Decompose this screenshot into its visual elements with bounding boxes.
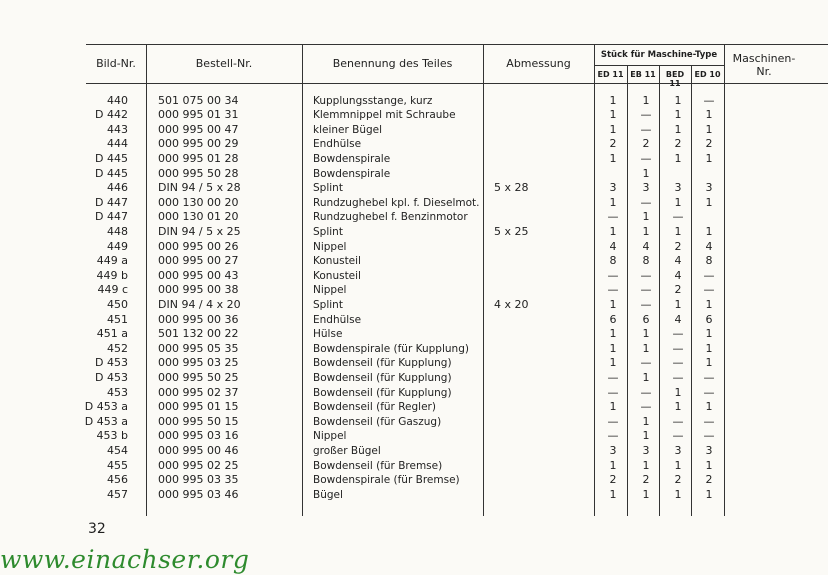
quantity-cell: — (703, 268, 715, 282)
table-row (0, 342, 828, 357)
benennung-cell: Klemmnippel mit Schraube (313, 109, 456, 122)
benennung-cell: Endhülse (313, 138, 362, 151)
table-row (0, 488, 828, 503)
benennung-cell: Rundzughebel f. Benzinmotor (313, 211, 468, 224)
bestell-nr-cell: 000 130 00 20 (158, 195, 239, 209)
header-type-ed11: ED 11 (597, 70, 624, 79)
benennung-cell: Bowdenspirale (313, 167, 391, 180)
quantity-cell: 3 (674, 443, 682, 457)
quantity-cell: 8 (705, 254, 713, 268)
bild-nr-cell: 448 (107, 224, 128, 238)
benennung-cell: Bowdenseil (für Gaszug) (313, 415, 442, 428)
bild-nr-cell: 457 (107, 487, 128, 501)
bild-nr-cell: 452 (107, 341, 128, 355)
quantity-cell: — (640, 283, 652, 297)
bild-nr-cell: D 453 a (84, 414, 128, 428)
header-bestell-nr: Bestell-Nr. (195, 57, 253, 70)
bestell-nr-cell: 000 995 00 36 (158, 312, 239, 326)
quantity-cell: 3 (642, 181, 650, 195)
quantity-cell: 1 (642, 327, 650, 341)
watermark-text: www.einachser.org (0, 545, 250, 574)
table-row (0, 283, 828, 298)
quantity-cell: 3 (674, 181, 682, 195)
header-bild-nr: Bild-Nr. (96, 57, 136, 70)
bestell-nr-cell: DIN 94 / 4 x 20 (158, 297, 241, 311)
bild-nr-cell: 454 (107, 443, 128, 457)
quantity-cell: — (640, 268, 652, 282)
header-type-bed11: BED 11 (665, 70, 685, 88)
quantity-cell: — (607, 414, 619, 428)
quantity-cell: 8 (642, 254, 650, 268)
quantity-cell: 1 (674, 195, 682, 209)
benennung-cell: Nippel (313, 240, 347, 253)
header-type-eb11: EB 11 (630, 70, 656, 79)
quantity-cell: 1 (705, 327, 713, 341)
table-row (0, 400, 828, 415)
bild-nr-cell: D 453 a (84, 400, 128, 414)
bild-nr-cell: 444 (107, 137, 128, 151)
table-row (0, 429, 828, 444)
bild-nr-cell: 456 (107, 473, 128, 487)
quantity-cell: — (672, 414, 684, 428)
table-row (0, 254, 828, 269)
quantity-cell: 4 (705, 239, 713, 253)
bild-nr-cell: 449 (107, 239, 128, 253)
quantity-cell: — (640, 400, 652, 414)
quantity-cell: 1 (705, 341, 713, 355)
quantity-cell: 1 (705, 151, 713, 165)
bestell-nr-cell: 000 995 03 35 (158, 473, 239, 487)
table-row (0, 240, 828, 255)
quantity-cell: — (672, 327, 684, 341)
bestell-nr-cell: 000 995 03 46 (158, 487, 239, 501)
quantity-cell: — (607, 385, 619, 399)
table-row (0, 313, 828, 328)
table-row (0, 94, 828, 109)
header-maschinen-nr: Maschinen-Nr. (732, 52, 796, 78)
table-row (0, 371, 828, 386)
table-row (0, 269, 828, 284)
quantity-cell: 1 (705, 108, 713, 122)
benennung-cell: Konusteil (313, 255, 361, 268)
bestell-nr-cell: 000 995 05 35 (158, 341, 239, 355)
quantity-cell: 1 (674, 93, 682, 107)
quantity-cell: — (672, 210, 684, 224)
quantity-cell: 3 (609, 181, 617, 195)
quantity-cell: 1 (705, 297, 713, 311)
quantity-cell: 1 (705, 122, 713, 136)
header-type-ed10: ED 10 (694, 70, 721, 79)
table-row (0, 473, 828, 488)
bild-nr-cell: 449 a (96, 254, 128, 268)
quantity-cell: 1 (609, 487, 617, 501)
quantity-cell: 1 (705, 195, 713, 209)
table-row (0, 123, 828, 138)
bild-nr-cell: D 447 (95, 210, 128, 224)
quantity-cell: 1 (674, 108, 682, 122)
quantity-cell: — (703, 385, 715, 399)
quantity-cell: 1 (609, 93, 617, 107)
quantity-cell: 1 (609, 108, 617, 122)
benennung-cell: Splint (313, 182, 343, 195)
quantity-cell: 6 (642, 312, 650, 326)
table-row (0, 210, 828, 225)
table-row (0, 137, 828, 152)
bestell-nr-cell: 000 995 01 28 (158, 151, 239, 165)
table-row (0, 181, 828, 196)
benennung-cell: Rundzughebel kpl. f. Dieselmot. (313, 196, 480, 209)
quantity-cell: 2 (674, 239, 682, 253)
bild-nr-cell: 453 (107, 385, 128, 399)
quantity-cell: 1 (674, 385, 682, 399)
abmessung-cell: 5 x 25 (494, 224, 529, 238)
quantity-cell: 1 (609, 224, 617, 238)
quantity-cell: 8 (609, 254, 617, 268)
quantity-cell: 1 (705, 400, 713, 414)
quantity-cell: 1 (674, 122, 682, 136)
quantity-cell: — (672, 356, 684, 370)
bestell-nr-cell: 000 995 03 16 (158, 429, 239, 443)
bild-nr-cell: D 453 (95, 370, 128, 384)
quantity-cell: 1 (609, 122, 617, 136)
quantity-cell: 1 (674, 400, 682, 414)
benennung-cell: Bowdenseil (für Kupplung) (313, 386, 452, 399)
table-row (0, 108, 828, 123)
bestell-nr-cell: 000 995 02 25 (158, 458, 239, 472)
bild-nr-cell: D 442 (95, 108, 128, 122)
table-row (0, 415, 828, 430)
bild-nr-cell: 443 (107, 122, 128, 136)
quantity-cell: 1 (642, 414, 650, 428)
benennung-cell: Bowdenseil (für Kupplung) (313, 371, 452, 384)
quantity-cell: 1 (674, 458, 682, 472)
bestell-nr-cell: 000 995 50 28 (158, 166, 239, 180)
bestell-nr-cell: DIN 94 / 5 x 25 (158, 224, 241, 238)
table-row (0, 298, 828, 313)
bild-nr-cell: 449 c (97, 283, 128, 297)
bestell-nr-cell: DIN 94 / 5 x 28 (158, 181, 241, 195)
bild-nr-cell: 451 a (96, 327, 128, 341)
bild-nr-cell: D 445 (95, 166, 128, 180)
quantity-cell: 1 (705, 224, 713, 238)
header-stueck: Stück für Maschine-Type (600, 50, 718, 60)
abmessung-cell: 5 x 28 (494, 181, 529, 195)
benennung-cell: Bowdenspirale (für Kupplung) (313, 342, 469, 355)
quantity-cell: 1 (642, 429, 650, 443)
quantity-cell: 2 (609, 473, 617, 487)
bild-nr-cell: 449 b (96, 268, 128, 282)
quantity-cell: 1 (705, 487, 713, 501)
quantity-cell: 3 (609, 443, 617, 457)
quantity-cell: 1 (609, 297, 617, 311)
quantity-cell: 4 (642, 239, 650, 253)
bestell-nr-cell: 501 132 00 22 (158, 327, 239, 341)
quantity-cell: 1 (609, 341, 617, 355)
quantity-cell: 3 (642, 443, 650, 457)
table-row (0, 386, 828, 401)
quantity-cell: — (607, 268, 619, 282)
quantity-cell: — (703, 414, 715, 428)
quantity-cell: 1 (642, 341, 650, 355)
quantity-cell: 3 (705, 181, 713, 195)
bestell-nr-cell: 501 075 00 34 (158, 93, 239, 107)
bild-nr-cell: 451 (107, 312, 128, 326)
quantity-cell: 4 (674, 254, 682, 268)
quantity-cell: — (703, 370, 715, 384)
bild-nr-cell: 453 b (96, 429, 128, 443)
benennung-cell: Nippel (313, 284, 347, 297)
page-number: 32 (88, 521, 106, 537)
quantity-cell: 2 (674, 137, 682, 151)
quantity-cell: 1 (642, 370, 650, 384)
abmessung-cell: 4 x 20 (494, 297, 529, 311)
quantity-cell: — (703, 93, 715, 107)
quantity-cell: — (672, 429, 684, 443)
quantity-cell: 1 (609, 327, 617, 341)
table-row (0, 152, 828, 167)
benennung-cell: Bowdenseil (für Regler) (313, 401, 436, 414)
benennung-cell: Bowdenspirale (für Bremse) (313, 474, 460, 487)
quantity-cell: — (640, 108, 652, 122)
bestell-nr-cell: 000 995 00 46 (158, 443, 239, 457)
quantity-cell: — (607, 370, 619, 384)
benennung-cell: Splint (313, 298, 343, 311)
quantity-cell: 1 (642, 224, 650, 238)
table-row (0, 167, 828, 182)
quantity-cell: — (640, 151, 652, 165)
quantity-cell: 2 (609, 137, 617, 151)
quantity-cell: 1 (705, 458, 713, 472)
quantity-cell: — (607, 429, 619, 443)
bild-nr-cell: 440 (107, 93, 128, 107)
quantity-cell: 1 (609, 151, 617, 165)
quantity-cell: — (640, 356, 652, 370)
quantity-cell: 1 (674, 487, 682, 501)
table-row (0, 196, 828, 211)
bestell-nr-cell: 000 995 50 15 (158, 414, 239, 428)
quantity-cell: 1 (642, 210, 650, 224)
bild-nr-cell: 450 (107, 297, 128, 311)
quantity-cell: 1 (609, 458, 617, 472)
table-row (0, 327, 828, 342)
bestell-nr-cell: 000 995 00 38 (158, 283, 239, 297)
bestell-nr-cell: 000 995 50 25 (158, 370, 239, 384)
bestell-nr-cell: 000 995 03 25 (158, 356, 239, 370)
bild-nr-cell: 455 (107, 458, 128, 472)
table-row (0, 225, 828, 240)
bild-nr-cell: D 453 (95, 356, 128, 370)
benennung-cell: großer Bügel (313, 444, 381, 457)
quantity-cell: 1 (674, 151, 682, 165)
quantity-cell: 3 (705, 443, 713, 457)
benennung-cell: Nippel (313, 430, 347, 443)
quantity-cell: 2 (674, 283, 682, 297)
quantity-cell: 4 (674, 268, 682, 282)
quantity-cell: 1 (609, 356, 617, 370)
quantity-cell: — (607, 283, 619, 297)
quantity-cell: 2 (705, 473, 713, 487)
table-row (0, 459, 828, 474)
quantity-cell: 1 (705, 356, 713, 370)
bestell-nr-cell: 000 995 00 26 (158, 239, 239, 253)
benennung-cell: Bowdenseil (für Kupplung) (313, 357, 452, 370)
quantity-cell: 1 (642, 93, 650, 107)
bestell-nr-cell: 000 995 01 15 (158, 400, 239, 414)
bestell-nr-cell: 000 995 01 31 (158, 108, 239, 122)
table-row (0, 444, 828, 459)
quantity-cell: 2 (642, 137, 650, 151)
benennung-cell: Splint (313, 225, 343, 238)
bild-nr-cell: 446 (107, 181, 128, 195)
quantity-cell: — (640, 122, 652, 136)
quantity-cell: 1 (674, 224, 682, 238)
quantity-cell: 1 (642, 487, 650, 501)
bestell-nr-cell: 000 995 00 43 (158, 268, 239, 282)
header-bottom-rule (86, 83, 828, 84)
table-row (0, 356, 828, 371)
bestell-nr-cell: 000 995 00 47 (158, 122, 239, 136)
bestell-nr-cell: 000 995 02 37 (158, 385, 239, 399)
quantity-cell: 6 (705, 312, 713, 326)
bestell-nr-cell: 000 130 01 20 (158, 210, 239, 224)
quantity-cell: — (703, 283, 715, 297)
bild-nr-cell: D 445 (95, 151, 128, 165)
bestell-nr-cell: 000 995 00 27 (158, 254, 239, 268)
quantity-cell: — (703, 429, 715, 443)
quantity-cell: 2 (674, 473, 682, 487)
quantity-cell: — (640, 385, 652, 399)
bestell-nr-cell: 000 995 00 29 (158, 137, 239, 151)
header-abmessung: Abmessung (506, 57, 571, 70)
quantity-cell: — (672, 341, 684, 355)
quantity-cell: — (640, 195, 652, 209)
quantity-cell: 1 (642, 458, 650, 472)
table-top-rule (86, 44, 828, 45)
quantity-cell: 1 (674, 297, 682, 311)
quantity-cell: 4 (609, 239, 617, 253)
quantity-cell: — (640, 297, 652, 311)
benennung-cell: kleiner Bügel (313, 123, 383, 136)
benennung-cell: Kupplungsstange, kurz (313, 94, 433, 107)
benennung-cell: Bowdenseil (für Bremse) (313, 459, 443, 472)
header-benennung: Benennung des Teiles (332, 57, 453, 70)
quantity-cell: 4 (674, 312, 682, 326)
benennung-cell: Bowdenspirale (313, 152, 391, 165)
quantity-cell: 1 (642, 166, 650, 180)
benennung-cell: Bügel (313, 488, 343, 501)
benennung-cell: Endhülse (313, 313, 362, 326)
quantity-cell: 1 (609, 400, 617, 414)
quantity-cell: 2 (642, 473, 650, 487)
quantity-cell: — (672, 370, 684, 384)
quantity-cell: — (607, 210, 619, 224)
quantity-cell: 1 (609, 195, 617, 209)
benennung-cell: Konusteil (313, 269, 361, 282)
bild-nr-cell: D 447 (95, 195, 128, 209)
quantity-cell: 2 (705, 137, 713, 151)
benennung-cell: Hülse (313, 328, 343, 341)
quantity-cell: 6 (609, 312, 617, 326)
